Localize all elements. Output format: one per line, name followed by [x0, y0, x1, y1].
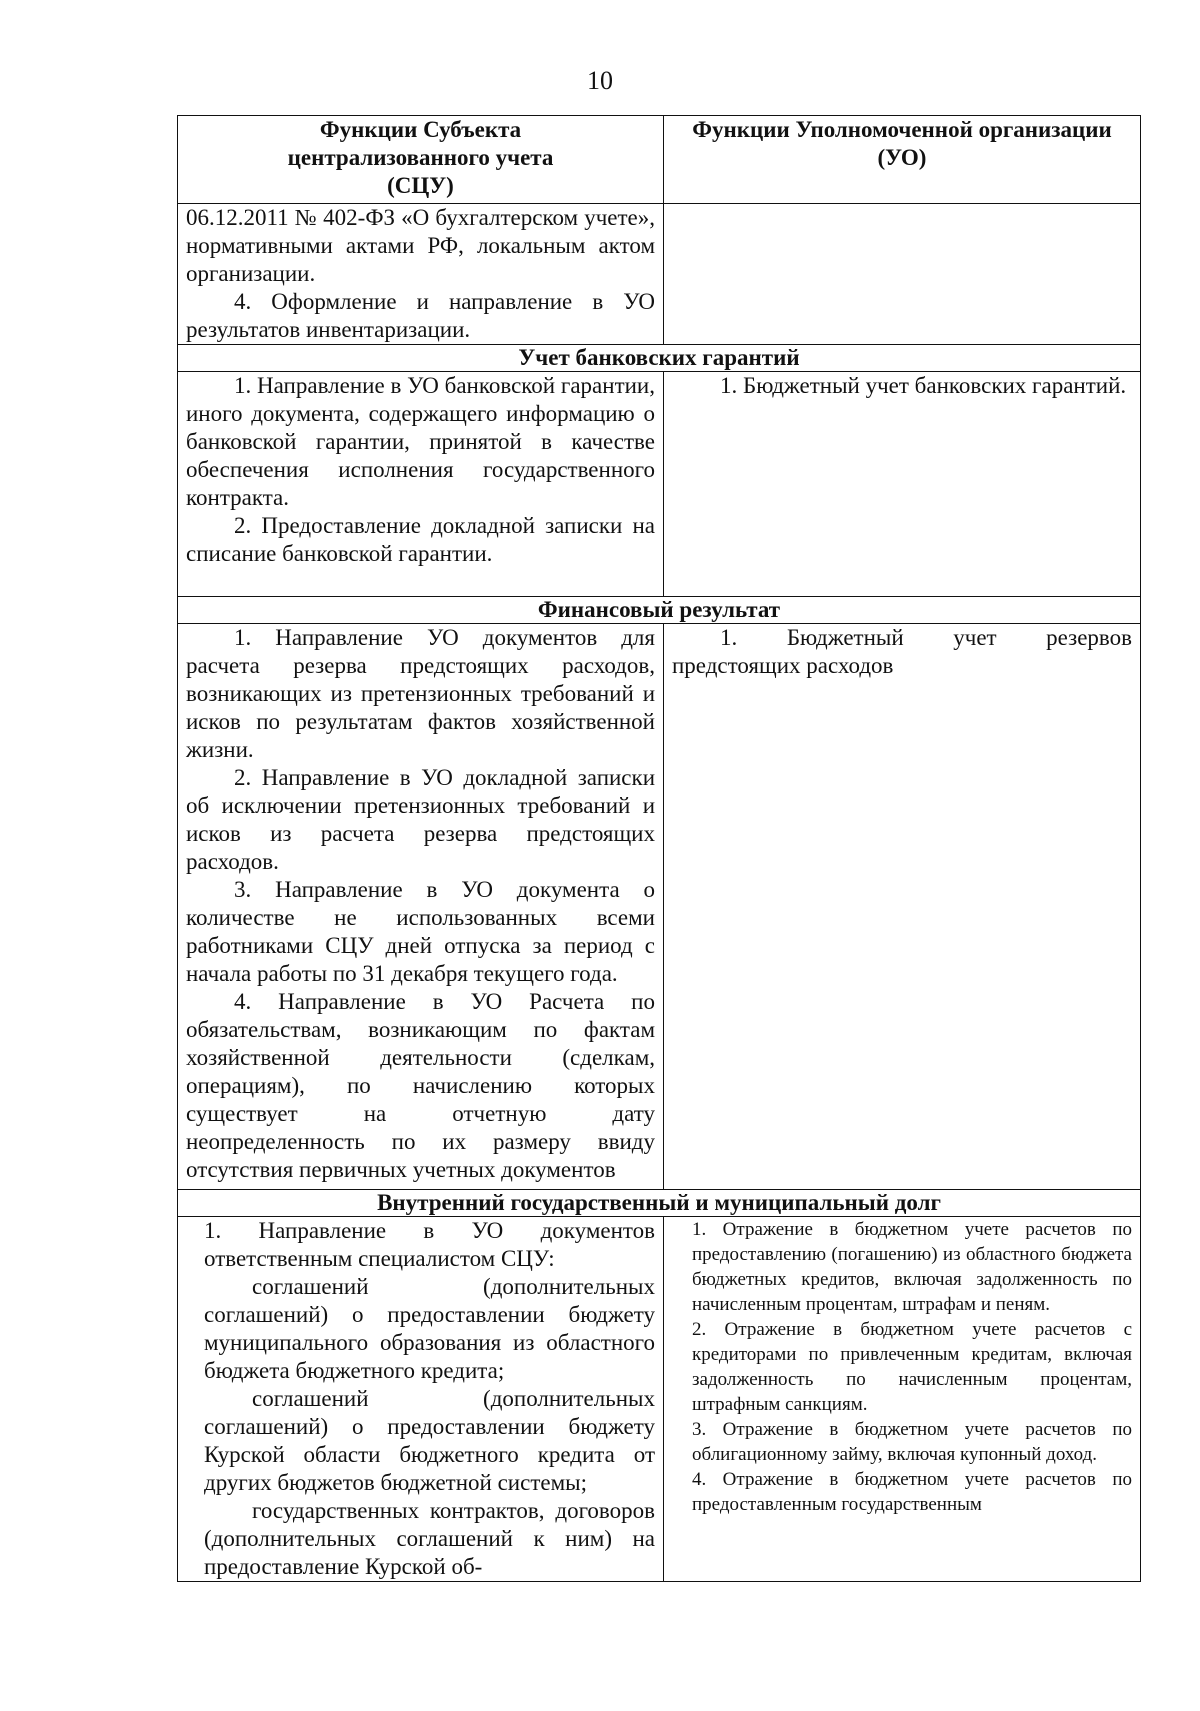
paragraph: 3. Направление в УО документа о количестве не использованных всеми работниками СЦУ дней отпуска за период с начала работы по 31 декабря текущего года. — [186, 877, 655, 986]
paragraph: 1. Направление в УО банковской гарантии, иного документа, содержащего информацию о банковской гарантии, принятой в качестве обеспечения исполнения государственного контракта. — [186, 373, 655, 510]
paragraph: 1. Направление УО документов для расчета резерва предстоящих расходов, возникающих из претензионных требований и исков по результатам фактов хозяйственной жизни. — [186, 625, 655, 762]
header-right-line: (УО) — [877, 145, 927, 170]
paragraph: 2. Отражение в бюджетном учете расчетов с кредиторами по привлеченным кредитам, включая задолженность по начисленным процентам, штрафным санкциям. — [692, 1319, 1132, 1415]
paragraph: 1. Отражение в бюджетном учете расчетов по предоставлению (погашению) из областного бюджета бюджетных кредитов, включая задолженность по начисленным процентам, штрафам и пеням. — [692, 1219, 1132, 1315]
paragraph: соглашений (дополнительных соглашений) о предоставлении бюджету муниципального образования из областного бюджета бюджетного кредита; — [204, 1274, 655, 1383]
header-right-cell — [664, 116, 1141, 204]
table-header-row — [178, 116, 1141, 204]
paragraph: государственных контрактов, договоров (дополнительных соглашений к ним) на предоставление Курской об- — [204, 1498, 655, 1579]
paragraph: 2. Направление в УО докладной записки об исключении претензионных требований и исков из расчета резерва предстоящих расходов. — [186, 765, 655, 874]
uo-functions-cell — [664, 624, 1141, 1190]
paragraph: 1. Направление в УО документов ответственным специалистом СЦУ: — [204, 1218, 655, 1271]
table-row — [178, 624, 1141, 1190]
paragraph: 06.12.2011 № 402-ФЗ «О бухгалтерском учете», нормативными актами РФ, локальным актом организации. — [186, 205, 655, 286]
paragraph: 4. Отражение в бюджетном учете расчетов по предоставленным государственным — [692, 1469, 1132, 1515]
scu-functions-cell — [178, 624, 664, 1190]
paragraph: 4. Оформление и направление в УО результатов инвентаризации. — [186, 289, 655, 342]
section-title-bank-guarantees: Учет банковских гарантий — [178, 345, 1141, 372]
scu-functions-cell — [178, 372, 664, 597]
header-left-line: (СЦУ) — [387, 173, 454, 198]
header-left-line: централизованного учета — [287, 145, 554, 170]
scu-functions-cell — [178, 1217, 664, 1582]
paragraph: 1. Бюджетный учет резервов предстоящих расходов — [672, 625, 1132, 678]
section-row — [178, 1190, 1141, 1217]
uo-functions-cell — [664, 1217, 1141, 1582]
paragraph: 2. Предоставление докладной записки на списание банковской гарантии. — [186, 513, 655, 566]
uo-functions-cell-empty — [664, 204, 1141, 345]
section-title-public-debt: Внутренний государственный и муниципальный долг — [178, 1190, 1141, 1217]
paragraph: 4. Направление в УО Расчета по обязательствам, возникающим по фактам хозяйственной деятельности (сделкам, операциям), по начислению которых существует на отчетную дату неопределенность по их размеру ввиду отсутствия первичных учетных документов — [186, 989, 655, 1182]
section-row — [178, 345, 1141, 372]
table-row — [178, 372, 1141, 597]
section-title-financial-result: Финансовый результат — [178, 597, 1141, 624]
header-left-cell — [178, 116, 664, 204]
uo-functions-cell — [664, 372, 1141, 597]
header-left-line: Функции Субъекта — [319, 117, 522, 142]
paragraph: 1. Бюджетный учет банковских гарантий. — [720, 373, 1127, 398]
scu-functions-cell — [178, 204, 664, 345]
paragraph: соглашений (дополнительных соглашений) о предоставлении бюджету Курской области бюджетного кредита от других бюджетов бюджетной системы; — [204, 1386, 655, 1495]
section-row — [178, 597, 1141, 624]
paragraph: 3. Отражение в бюджетном учете расчетов по облигационному займу, включая купонный доход. — [692, 1419, 1132, 1465]
table-row — [178, 204, 1141, 345]
header-right-line: Функции Уполномоченной организации — [692, 117, 1112, 142]
functions-table — [177, 115, 1141, 1582]
table-row — [178, 1217, 1141, 1582]
page-number: 10 — [587, 66, 613, 95]
